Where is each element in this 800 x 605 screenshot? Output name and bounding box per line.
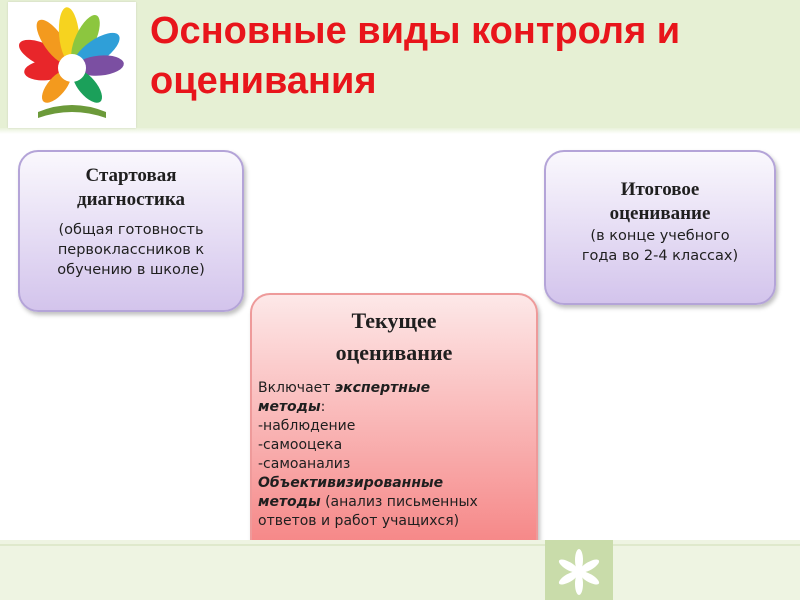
card-final-title-line2: оценивание [609, 203, 711, 224]
list-item: -самооцека [258, 437, 343, 453]
page-title-line2: оценивания [150, 60, 377, 102]
expert-methods-line2 [258, 398, 530, 417]
card-start-title-line2: диагностика [76, 189, 185, 210]
card-start-title [20, 164, 242, 212]
page-title-line1: Основные виды контроля и [150, 10, 681, 52]
hands-logo-icon [8, 2, 136, 128]
card-current-body [252, 379, 536, 531]
expert-methods-line1 [258, 379, 530, 398]
card-final-sub-line1: (в конце учебного [590, 228, 730, 244]
header-divider [0, 128, 800, 134]
footer-band [0, 540, 800, 600]
footer-divider [0, 544, 800, 546]
card-current-title [252, 305, 536, 369]
colon-text: : [320, 399, 326, 415]
card-start-subtitle [20, 220, 242, 280]
footer-logo [545, 540, 613, 600]
objective-methods-label-1: Объективизированные [258, 475, 444, 491]
list-item: -наблюдение [258, 418, 356, 434]
expert-methods-label-2: методы [258, 399, 321, 415]
colorful-hands-logo [8, 2, 136, 128]
card-current-assessment [250, 293, 538, 570]
card-start-sub-line3: обучению в школе) [57, 262, 205, 278]
card-final-title [546, 178, 774, 226]
card-final-sub-line2: года во 2-4 классах) [581, 248, 739, 264]
objective-tail-2: ответов и работ учащихся) [258, 513, 460, 529]
card-final-assessment [544, 150, 776, 305]
card-current-title-line2: оценивание [335, 340, 453, 365]
intro-text: Включает [258, 380, 335, 396]
expert-methods-label-1: экспертные [334, 380, 431, 396]
card-start-diagnostics [18, 150, 244, 312]
card-start-sub-line2: первоклассников к [57, 242, 205, 258]
objective-tail-1: (анализ письменных [320, 494, 478, 510]
card-final-subtitle [546, 226, 774, 266]
card-final-title-line1: Итоговое [620, 179, 700, 200]
card-start-sub-line1: (общая готовность [58, 222, 204, 238]
snowflake-icon [545, 540, 613, 600]
page-title [150, 6, 790, 106]
card-start-title-line1: Стартовая [85, 165, 177, 186]
list-item: -самоанализ [258, 456, 351, 472]
card-current-title-line1: Текущее [351, 308, 437, 333]
objective-methods-line2 [258, 493, 530, 512]
objective-methods-label-2: методы [258, 494, 321, 510]
